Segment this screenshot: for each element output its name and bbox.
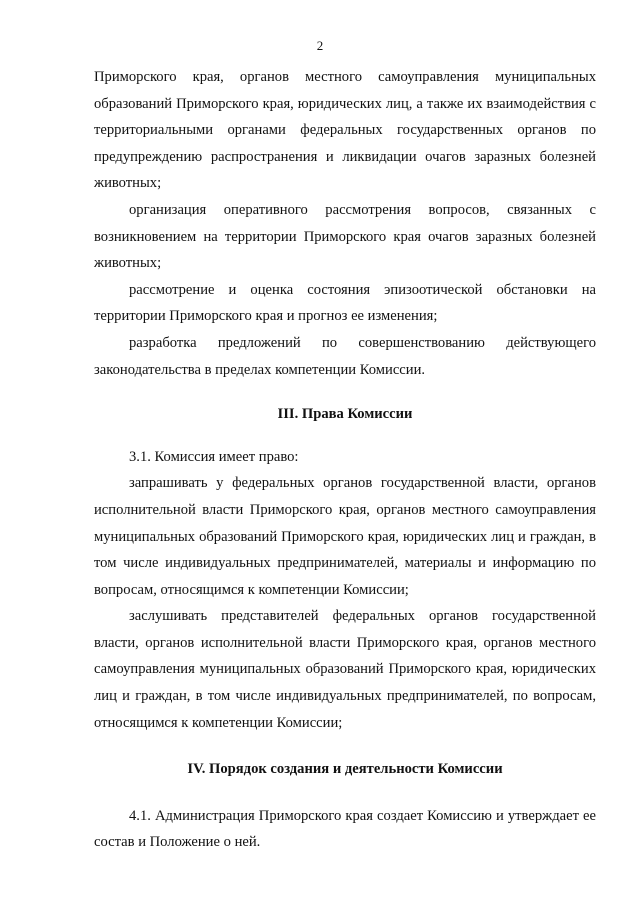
paragraph-epizootic-assessment: рассмотрение и оценка состояния эпизоотической обстановки на территории Приморского края и прогноз ее изменения; [94, 281, 596, 325]
paragraph-request-materials: запрашивать у федеральных органов государственной власти, органов исполнительной власти Приморского края, органов местного самоуправления муниципальных образований Приморского края, юридических лиц и граждан, в том числе индивидуальных предпринимателей, материалы и информацию по вопросам, относящимся к компетенции Комиссии; [94, 475, 596, 598]
paragraph-operational-review: организация оперативного рассмотрения вопросов, связанных с возникновением на территории Приморского края очагов заразных болезней животных; [94, 201, 596, 272]
section-heading-rights: III. Права Комиссии [277, 406, 413, 423]
paragraph-4-1: 4.1. Администрация Приморского края создает Комиссию и утверждает ее состав и Положение о ней. [94, 807, 596, 851]
section-heading-procedure: IV. Порядок создания и деятельности Комиссии [187, 761, 503, 778]
paragraph-hear-representatives: заслушивать представителей федеральных органов государственной власти, органов исполнительной власти Приморского края, органов местного самоуправления муниципальных образований Приморского края, юридических лиц и граждан, в том числе индивидуальных предпринимателей, по вопросам, относящимся к компетенции Комиссии; [94, 608, 596, 731]
paragraph-legislation-proposals: разработка предложений по совершенствованию действующего законодательства в пределах компетенции Комиссии. [94, 334, 596, 378]
paragraph-continuation: Приморского края, органов местного самоуправления муниципальных образований Приморского края, юридических лиц, а также их взаимодействия с территориальными органами федеральных государственных органов по предупреждению распространения и ликвидации очагов заразных болезней животных; [94, 69, 596, 192]
page-number: 2 [316, 38, 324, 53]
paragraph-3-1: 3.1. Комиссия имеет право: [129, 448, 299, 465]
document-body [94, 64, 596, 856]
